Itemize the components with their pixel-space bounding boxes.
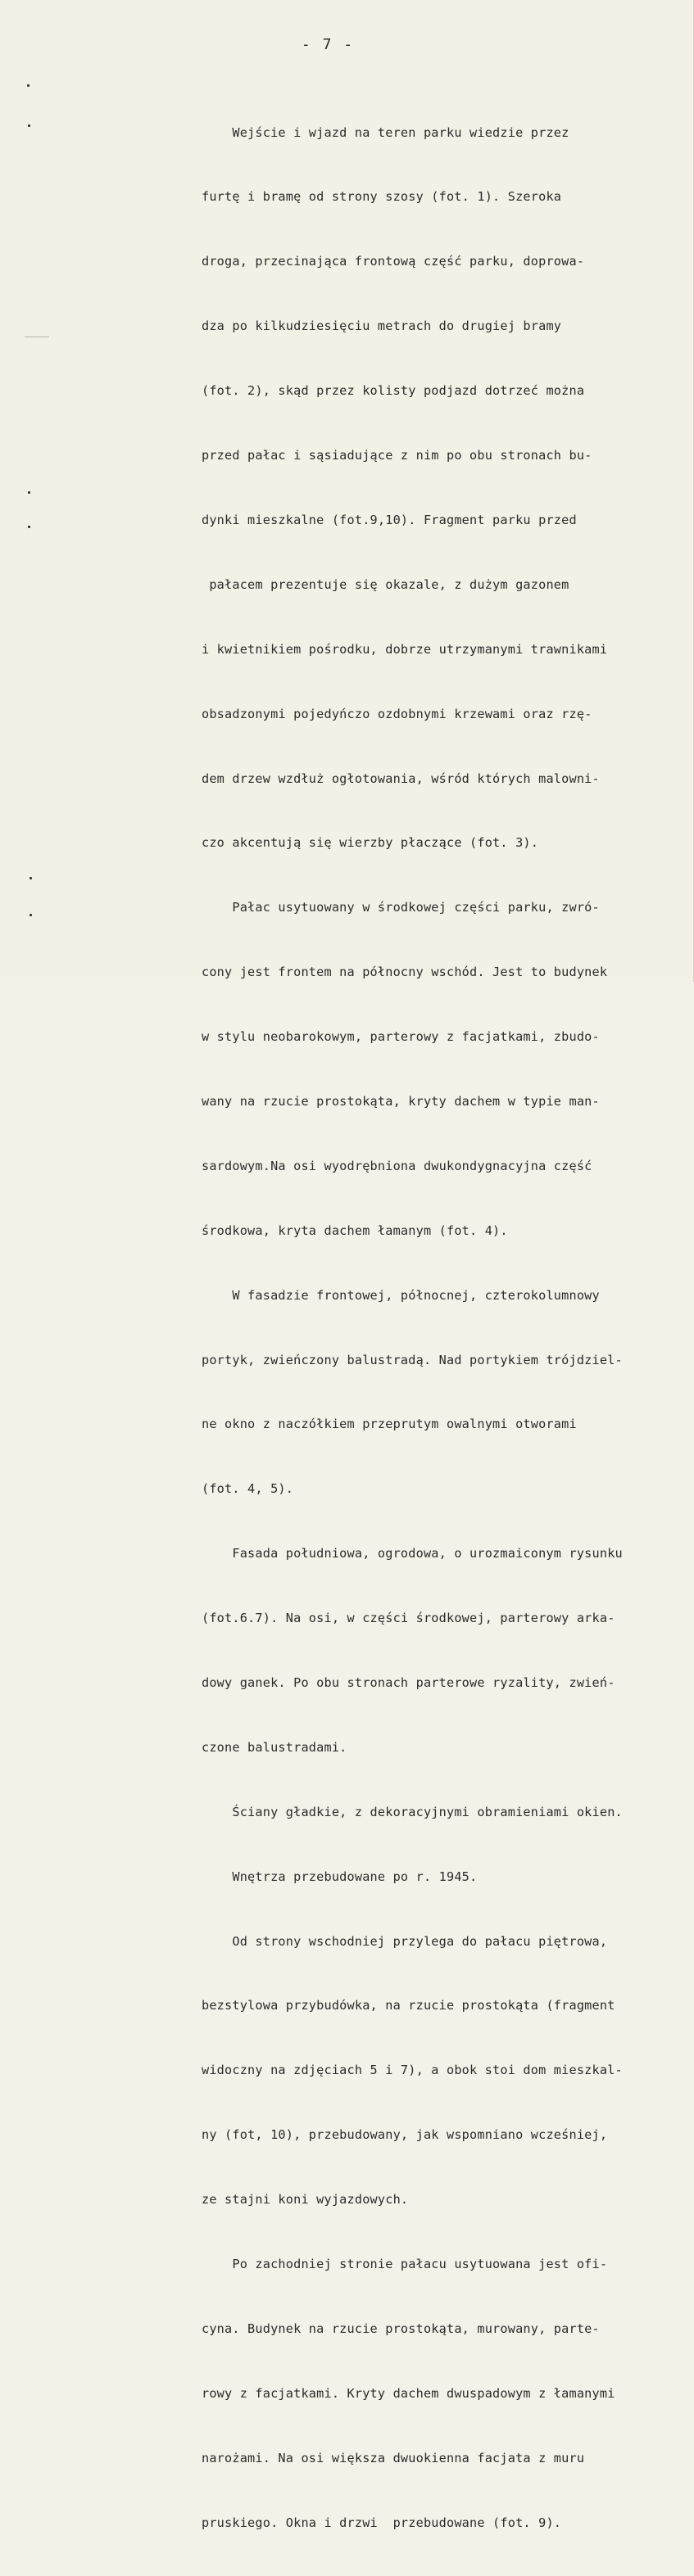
text-line: cyna. Budynek na rzucie prostokąta, murowany, parte- bbox=[202, 2321, 600, 2336]
page-number: - 7 - bbox=[301, 36, 355, 53]
text-line: pałacem prezentuje się okazale, z dużym gazonem bbox=[202, 576, 569, 592]
text-line: furtę i bramę od strony szosy (fot. 1). Szeroka bbox=[202, 189, 562, 205]
margin-mark bbox=[28, 526, 30, 528]
text-line: droga, przecinająca frontową część parku, doprowa- bbox=[202, 254, 585, 269]
text-line: sardowym.Na osi wyodrębniona dwukondygnacyjna część bbox=[202, 1158, 592, 1173]
text-line: narożami. Na osi większa dwuokienna facjata z muru bbox=[202, 2450, 585, 2465]
text-line: Po zachodniej stronie pałacu usytuowana jest ofi- bbox=[202, 2256, 608, 2271]
margin-mark bbox=[29, 877, 32, 879]
text-line: dem drzew wzdłuż ogłotowania, wśród których malowni- bbox=[202, 771, 600, 786]
text-line: ze stajni koni wyjazdowych. bbox=[202, 2192, 409, 2208]
margin-mark bbox=[29, 914, 32, 916]
text-line: (fot. 2), skąd przez kolisty podjazd dotrzeć można bbox=[202, 383, 585, 399]
text-line: środkowa, kryta dachem łamanym (fot. 4). bbox=[202, 1222, 508, 1238]
text-line: dza po kilkudziesięciu metrach do drugiej bramy bbox=[202, 319, 562, 334]
text-line: W fasadzie frontowej, północnej, czterokolumnowy bbox=[202, 1287, 600, 1303]
text-line: bezstylowa przybudówka, na rzucie prostokąta (fragment bbox=[202, 1998, 615, 2013]
text-line: i kwietnikiem pośrodku, dobrze utrzymanymi trawnikami bbox=[202, 641, 608, 657]
text-line: Pałac usytuowany w środkowej części parku, zwró- bbox=[202, 900, 600, 915]
text-line: Wnętrza przebudowane po r. 1945. bbox=[202, 1869, 478, 1884]
text-line: widoczny na zdjęciach 5 i 7), a obok stoi dom mieszkal- bbox=[202, 2063, 623, 2078]
text-line: Fasada południowa, ogrodowa, o urozmaiconym rysunku bbox=[202, 1546, 623, 1561]
text-line: portyk, zwieńczony balustradą. Nad portykiem trójdziel- bbox=[202, 1352, 623, 1367]
text-line: ne okno z naczółkiem przeprutym owalnymi otworami bbox=[202, 1417, 577, 1432]
text-line: Od strony wschodniej przylega do pałacu piętrowa, bbox=[202, 1933, 608, 1949]
text-line: cony jest frontem na północny wschód. Jest to budynek bbox=[202, 965, 608, 980]
margin-mark bbox=[28, 124, 30, 127]
text-line: przed pałac i sąsiadujące z nim po obu stronach bu- bbox=[202, 448, 592, 463]
text-line: obsadzonymi pojedyńczo ozdobnymi krzewami oraz rzę- bbox=[202, 706, 592, 721]
document-body bbox=[202, 79, 687, 2576]
text-line: ny (fot, 10), przebudowany, jak wspomniano wcześniej, bbox=[202, 2127, 608, 2143]
text-line: czone balustradami. bbox=[202, 1739, 347, 1755]
text-line: wany na rzucie prostokąta, kryty dachem w typie man- bbox=[202, 1093, 600, 1109]
text-line: Ściany gładkie, z dekoracyjnymi obramieniami okien. bbox=[202, 1804, 623, 1819]
text-line: dynki mieszkalne (fot.9,10). Fragment parku przed bbox=[202, 512, 577, 527]
text-line: pruskiego. Okna i drzwi przebudowane (fot. 9). bbox=[202, 2515, 562, 2530]
text-line: (fot. 4, 5). bbox=[202, 1481, 294, 1497]
text-line: Wejście i wjazd na teren parku wiedzie przez bbox=[202, 124, 569, 140]
margin-mark bbox=[27, 84, 29, 87]
text-line: dowy ganek. Po obu stronach parterowe ryzality, zwień- bbox=[202, 1674, 615, 1690]
text-line: rowy z facjatkami. Kryty dachem dwuspadowym z łamanymi bbox=[202, 2385, 615, 2401]
text-line: w stylu neobarokowym, parterowy z facjatkami, zbudo- bbox=[202, 1029, 600, 1045]
text-line: czo akcentują się wierzby płaczące (fot. 3). bbox=[202, 835, 539, 851]
margin-mark bbox=[28, 491, 30, 494]
text-line: (fot.6.7). Na osi, w części środkowej, parterowy arka- bbox=[202, 1611, 615, 1626]
